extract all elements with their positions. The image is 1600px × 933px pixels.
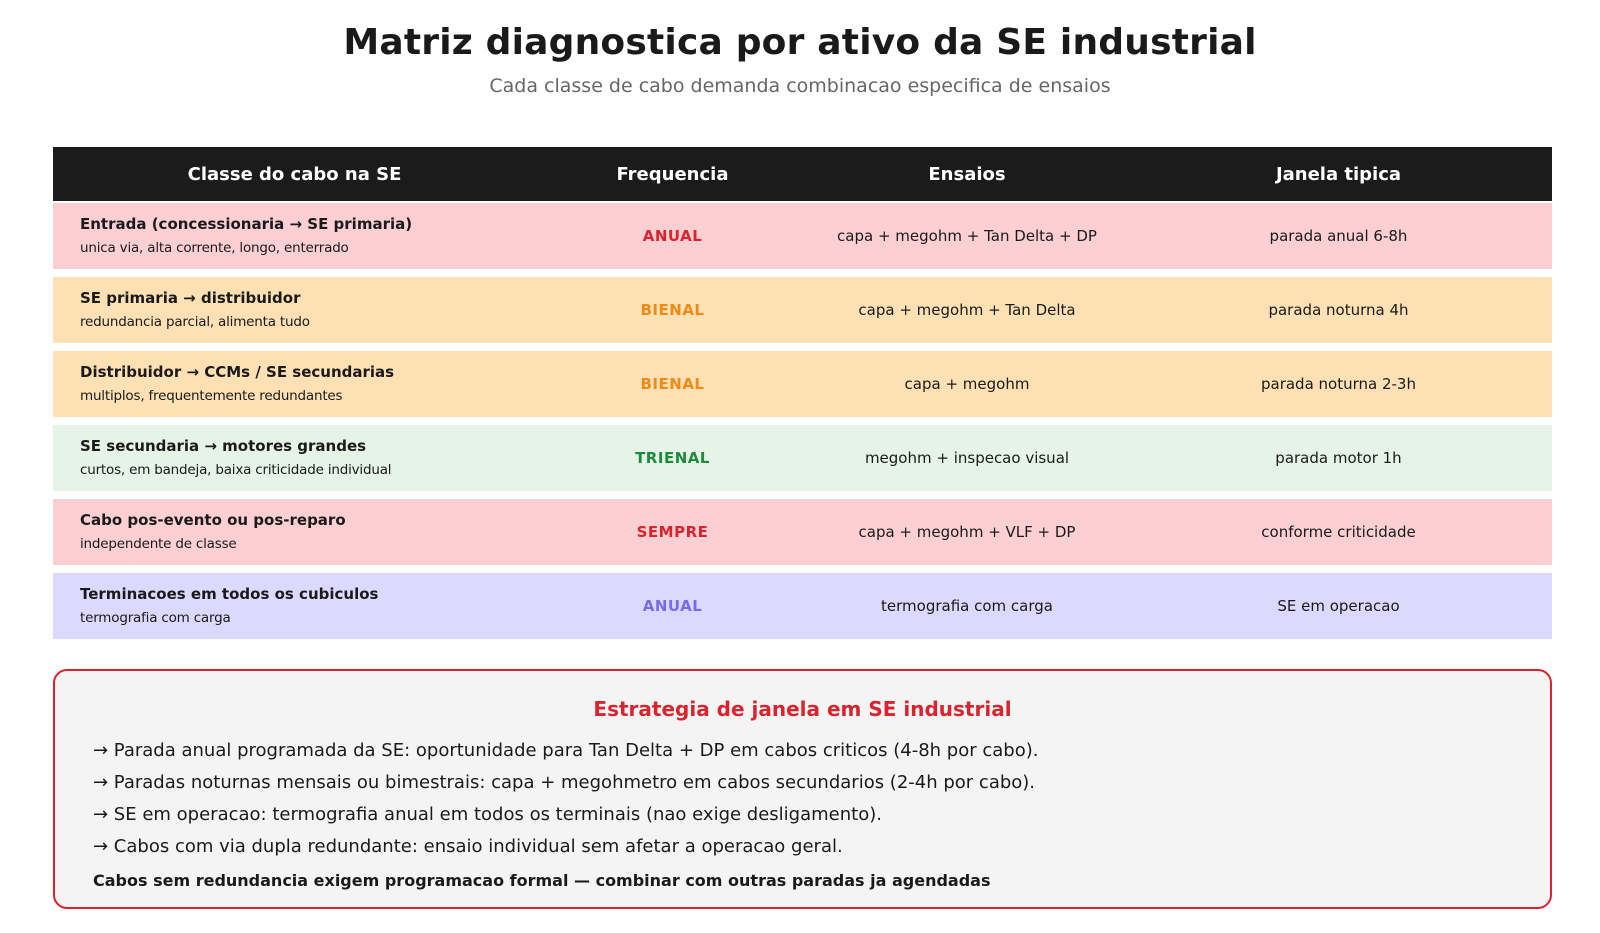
frequency-cell: ANUAL xyxy=(642,597,703,615)
cable-class-cell xyxy=(53,362,536,406)
page-subtitle: Cada classe de cabo demanda combinacao especifica de ensaios xyxy=(489,75,1111,97)
column-header-frequency: Frequencia xyxy=(616,163,729,185)
cable-class-name: Distribuidor → CCMs / SE secundarias xyxy=(80,363,395,381)
cable-class-cell xyxy=(53,584,536,628)
strategy-list xyxy=(93,735,1038,863)
window-cell: SE em operacao xyxy=(1277,597,1400,615)
frequency-cell: SEMPRE xyxy=(636,523,709,541)
table-row xyxy=(53,351,1552,417)
table-header xyxy=(53,147,1552,201)
tests-cell: capa + megohm xyxy=(904,375,1030,393)
window-cell: parada noturna 2-3h xyxy=(1260,375,1416,393)
cable-class-name: Entrada (concessionaria → SE primaria) xyxy=(80,215,413,233)
window-cell: parada anual 6-8h xyxy=(1269,227,1408,245)
table-row xyxy=(53,499,1552,565)
strategy-panel xyxy=(53,669,1552,909)
page-title: Matriz diagnostica por ativo da SE industrial xyxy=(343,22,1257,63)
cable-class-name: Cabo pos-evento ou pos-reparo xyxy=(80,511,346,529)
column-header-class: Classe do cabo na SE xyxy=(187,163,402,185)
cable-class-cell xyxy=(53,214,536,258)
strategy-item: → Cabos com via dupla redundante: ensaio individual sem afetar a operacao geral. xyxy=(93,836,843,857)
table-row xyxy=(53,425,1552,491)
cable-class-description: termografia com carga xyxy=(80,610,231,626)
tests-cell: capa + megohm + VLF + DP xyxy=(858,523,1076,541)
table-row xyxy=(53,573,1552,639)
strategy-title: Estrategia de janela em SE industrial xyxy=(593,697,1012,721)
table-row xyxy=(53,203,1552,269)
tests-cell: termografia com carga xyxy=(881,597,1053,615)
window-cell: parada motor 1h xyxy=(1275,449,1402,467)
tests-cell: megohm + inspecao visual xyxy=(864,449,1070,467)
column-header-window: Janela tipica xyxy=(1275,163,1402,185)
frequency-cell: BIENAL xyxy=(640,375,705,393)
tests-cell: capa + megohm + Tan Delta xyxy=(858,301,1076,319)
diagnostic-matrix-table xyxy=(53,147,1552,639)
strategy-item: → Parada anual programada da SE: oportunidade para Tan Delta + DP em cabos criticos (4-8h por cabo). xyxy=(93,740,1039,761)
cable-class-name: SE primaria → distribuidor xyxy=(80,289,301,307)
cable-class-name: SE secundaria → motores grandes xyxy=(80,437,367,455)
frequency-cell: TRIENAL xyxy=(635,449,710,467)
strategy-item: → SE em operacao: termografia anual em todos os terminais (nao exige desligamento). xyxy=(93,804,882,825)
strategy-footer-note: Cabos sem redundancia exigem programacao formal — combinar com outras paradas ja agendadas xyxy=(93,871,991,890)
window-cell: conforme criticidade xyxy=(1261,523,1416,541)
table-row xyxy=(53,277,1552,343)
cable-class-description: multiplos, frequentemente redundantes xyxy=(80,388,343,404)
frequency-cell: BIENAL xyxy=(640,301,705,319)
cable-class-name: Terminacoes em todos os cubiculos xyxy=(80,585,379,603)
tests-cell: capa + megohm + Tan Delta + DP xyxy=(837,227,1097,245)
cable-class-description: curtos, em bandeja, baixa criticidade individual xyxy=(80,462,392,478)
cable-class-cell xyxy=(53,288,536,332)
cable-class-description: independente de classe xyxy=(80,536,237,552)
frequency-cell: ANUAL xyxy=(642,227,703,245)
cable-class-cell xyxy=(53,436,536,480)
window-cell: parada noturna 4h xyxy=(1268,301,1409,319)
cable-class-description: redundancia parcial, alimenta tudo xyxy=(80,314,310,330)
cable-class-description: unica via, alta corrente, longo, enterrado xyxy=(80,240,349,256)
cable-class-cell xyxy=(53,510,536,554)
strategy-item: → Paradas noturnas mensais ou bimestrais: capa + megohmetro em cabos secundarios (2-4h por cabo). xyxy=(93,772,1036,793)
column-header-tests: Ensaios xyxy=(928,163,1006,185)
